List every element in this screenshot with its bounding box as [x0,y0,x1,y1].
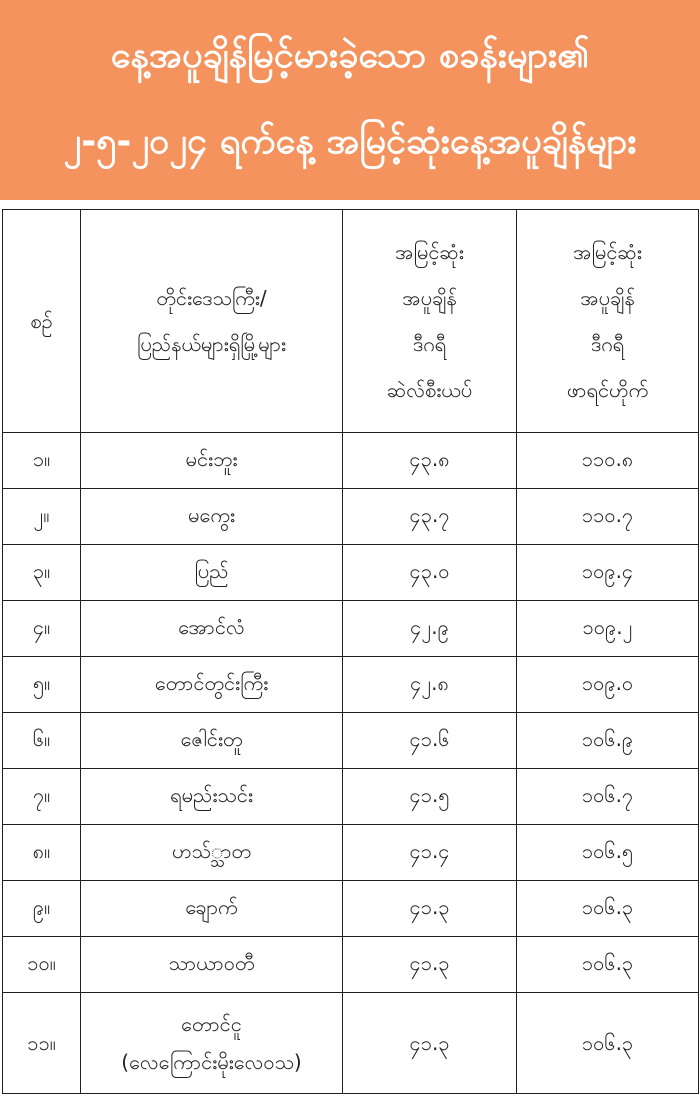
cell-serial-no: ၃။ [3,545,81,601]
table-row [3,601,699,657]
cell-town-name: တောင်ငူ [181,1012,242,1036]
cell-celsius: ၄၃.၇ [343,489,517,545]
cell-celsius: ၄၁.၄ [343,825,517,881]
table-row [3,713,699,769]
cell-fahrenheit: ၁၁၀.၇ [517,489,699,545]
cell-celsius: ၄၁.၃ [343,937,517,993]
cell-town: တောင်တွင်းကြီး [81,657,343,713]
cell-serial-no: ၁၁။ [3,993,81,1094]
table-row [3,433,699,489]
table-header-row [3,210,699,433]
cell-serial-no: ၂။ [3,489,81,545]
cell-fahrenheit: ၁၀၉.၂ [517,601,699,657]
header-celsius [343,210,517,433]
header-fahrenheit-line-1: အမြင့်ဆုံး [573,240,642,264]
cell-serial-no: ၄။ [3,601,81,657]
cell-celsius: ၄၂.၉ [343,601,517,657]
header-fahrenheit-line-4: ဖာရင်ဟိုက် [566,378,649,402]
header-region-line-2: ပြည်နယ်များရှိမြို့များ [136,332,286,356]
cell-fahrenheit: ၁၀၆.၃ [517,881,699,937]
temperature-table [2,209,699,1094]
cell-celsius: ၄၁.၃ [343,993,517,1094]
header-celsius-line-1: အမြင့်ဆုံး [395,240,464,264]
cell-town: မကွေး [81,489,343,545]
cell-celsius: ၄၃.၀ [343,545,517,601]
header-region [81,210,343,433]
table-row [3,545,699,601]
cell-town: သာယာဝတီ [81,937,343,993]
cell-town: ဇေါင်းတူ [81,713,343,769]
title-banner [0,0,700,200]
cell-fahrenheit: ၁၀၆.၃ [517,993,699,1094]
cell-serial-no: ၈။ [3,825,81,881]
table-row [3,657,699,713]
cell-celsius: ၄၂.၈ [343,657,517,713]
cell-fahrenheit: ၁၀၆.၅ [517,825,699,881]
cell-fahrenheit: ၁၀၉.၄ [517,545,699,601]
header-celsius-line-4: ဆဲလ်စီးယပ် [386,378,473,402]
cell-celsius: ၄၁.၆ [343,713,517,769]
cell-town: ချောက် [81,881,343,937]
cell-serial-no: ၆။ [3,713,81,769]
cell-town: အောင်လံ [81,601,343,657]
cell-town-note: (လေကြောင်းမိုးလေဝသ) [121,1050,302,1074]
cell-town: ရမည်းသင်း [81,769,343,825]
table-row [3,881,699,937]
cell-town: မင်းဘူး [81,433,343,489]
table-row [3,937,699,993]
cell-celsius: ၄၃.၈ [343,433,517,489]
table-row [3,825,699,881]
table-row [3,993,699,1094]
header-fahrenheit-line-3: ဒီဂရီ [590,332,625,356]
cell-fahrenheit: ၁၁၀.၈ [517,433,699,489]
header-fahrenheit-line-2: အပူချိန် [580,286,635,310]
cell-celsius: ၄၁.၃ [343,881,517,937]
cell-town [81,993,343,1094]
cell-serial-no: ၁၀။ [3,937,81,993]
cell-serial-no: ၁။ [3,433,81,489]
cell-town: ဟသ်္သာတ [81,825,343,881]
header-serial-no: စဉ် [3,210,81,433]
cell-serial-no: ၇။ [3,769,81,825]
cell-fahrenheit: ၁၀၉.၀ [517,657,699,713]
cell-town: ပြည် [81,545,343,601]
cell-fahrenheit: ၁၀၆.၇ [517,769,699,825]
header-celsius-line-2: အပူချိန် [402,286,457,310]
cell-fahrenheit: ၁၀၆.၃ [517,937,699,993]
cell-fahrenheit: ၁၀၆.၉ [517,713,699,769]
cell-serial-no: ၉။ [3,881,81,937]
title-line-1: နေ့အပူချိန်မြင့်မားခဲ့သော စခန်းများ၏ [110,35,590,76]
table-row [3,769,699,825]
cell-serial-no: ၅။ [3,657,81,713]
header-fahrenheit [517,210,699,433]
table-row [3,489,699,545]
header-region-line-1: တိုင်းဒေသကြီး/ [156,286,267,310]
cell-celsius: ၄၁.၅ [343,769,517,825]
title-line-2: ၂-၅-၂၀၂၄ ရက်နေ့ အမြင့်ဆုံးနေ့အပူချိန်များ [63,121,637,162]
header-celsius-line-3: ဒီဂရီ [412,332,447,356]
